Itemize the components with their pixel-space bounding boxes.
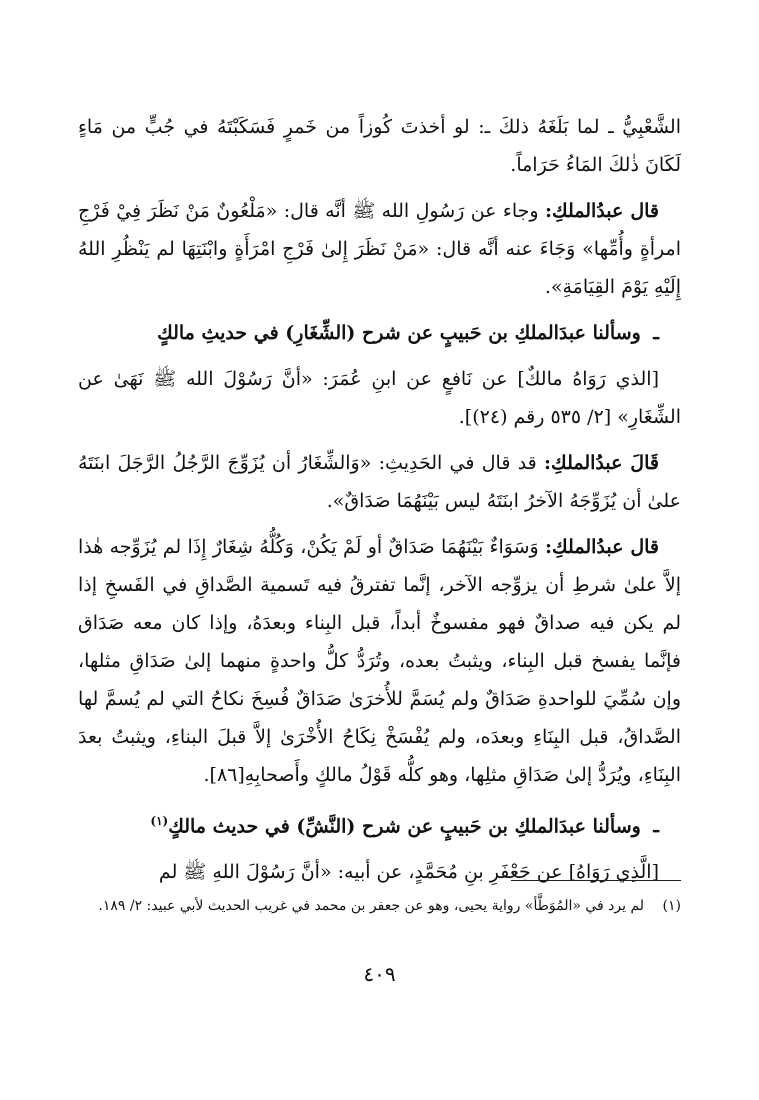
paragraph-text: وَسَوَاءٌ بَيْنَهُمَا صَدَاقٌ أو لَمْ يَكُنْ، وَكُلُّهُ شِغَارٌ إِذَا لم يُزَوِّجه هٰذا إلاَّ علىٰ شرطِ أن يزوِّجه الآخر، إنَّما تفترقُ فيه تَسمية الصَّداقِ في الفَسخِ إذا لم يكن فيه صداقٌ فهو مفسوخٌ أبداً، قبل البِناء وبعدَهُ، وإذا كان معه صَدَاق فإنَّما يفسخ قبل البِناء، ويثبتُ بعده، وتُرَدُّ كلُّ واحدةٍ منهما إلىٰ صَدَاقِ مثلها، وإن سُمِّيَ للواحدةِ صَدَاقٌ ولم يُسَمَّ للأُخرَىٰ صَدَاقٌ فُسِخَ نكاحُ التي لم يُسمَّ لها الصَّداقُ، قبل البِنَاءِ وبعدَه، ولم يُفْسَخْ نِكَاحُ الأُخْرَىٰ إلاَّ قبلَ البناءِ، ويثبتُ بعدَ البِنَاءِ، ويُرَدُّ إلىٰ صَدَاقِ مثلِها، وهو كلُّه قَوْلُ مالكٍ وأَصحابِهِ[٨٦].	[78, 536, 681, 786]
page-body	[78, 108, 681, 899]
page-number: ٤٠٩	[363, 962, 396, 986]
heading-dash: ـ	[653, 815, 659, 838]
section-heading-nash	[78, 802, 681, 845]
citation-text: [الذي رَوَاهُ مالكٌ] عن نَافعٍ عن ابنِ عُمَرَ: «أنَّ رَسُوْلَ الله ﷺ نَهَىٰ عن الشِّغَارِ» [٢/ ٥٣٥ رقم (٢٤)].	[78, 368, 681, 428]
footnote-text: لم يرد في «المُوَطَّأ» رواية يحيى، وهو عن جعفر بن محمد في غريب الحديث لأبي عبيد: ٢/ ١٨٩.	[98, 898, 645, 914]
speaker-label: قال عبدُالملكِ:	[545, 536, 659, 558]
paragraph-text: الشَّعْبِيُّ ـ لما بَلَغَهُ ذلكَ ـ: لو أخذتَ كُوزاً من خَمرٍ فَسَكَبْتَهُ في جُبٍّ من مَاءٍ لَكَانَ ذٰلكَ المَاءُ حَرَاماً.	[78, 116, 681, 176]
paragraph-text: وجاء عن رَسُولِ الله ﷺ أنَّه قال: «مَلْعُونٌ مَنْ نَظَرَ فِيْ فَرْجِ امرأةٍ وأُمِّها» وَجَاءَ عنه أنَّه قال: «مَنْ نَظَرَ إِلىٰ فَرْجِ امْرَأَةٍ وابْنَتِهَا لم يَنْظُرِ اللهُ إِلَيْهِ يَوْمَ القِيَامَةِ».	[78, 200, 681, 298]
citation-nash	[78, 853, 681, 891]
footnote-reference: (١)	[150, 814, 169, 828]
paragraph-text: قد قال في الحَدِيثِ: «وَالشِّغَارُ أن يُزَوِّجَ الرَّجُلُ الرَّجَلَ ابنَتَهُ علىٰ أن يُزَوِّجَهُ الآخرُ ابنَتَهُ ليس بَيْنَهُمَا صَدَاقٌ».	[78, 452, 681, 512]
speaker-label: قال عبدُالملكِ:	[544, 200, 659, 222]
paragraph-shabi	[78, 108, 681, 184]
paragraph-abdulmalik-2	[78, 444, 681, 520]
heading-text: وسألنا عبدَالملكِ بن حَبيبٍ عن شرح (الشِّغَارِ) في حديثِ مالكٍ	[157, 322, 641, 344]
speaker-label: قَالَ عبدُالملكِ:	[544, 452, 659, 474]
heading-dash: ـ	[653, 322, 659, 344]
citation-shighar	[78, 360, 681, 436]
section-heading-shighar	[78, 314, 681, 352]
citation-text: [الَّذِي رَوَاهُ] عن جَعْفَرِ بنِ مُحَمَّدٍ، عن أبيه: «أنَّ رَسُوْلَ اللهِ ﷺ لم	[158, 861, 659, 884]
footnote-divider	[511, 880, 681, 881]
paragraph-abdulmalik-1	[78, 192, 681, 306]
heading-text: وسألنا عبدَالملكِ بن حَبيبٍ عن شرح (النَّشِّ) في حديث مالكٍ	[168, 815, 641, 838]
footnote-marker: (١)	[662, 898, 681, 914]
paragraph-abdulmalik-3	[78, 528, 681, 794]
footnote	[78, 894, 681, 918]
